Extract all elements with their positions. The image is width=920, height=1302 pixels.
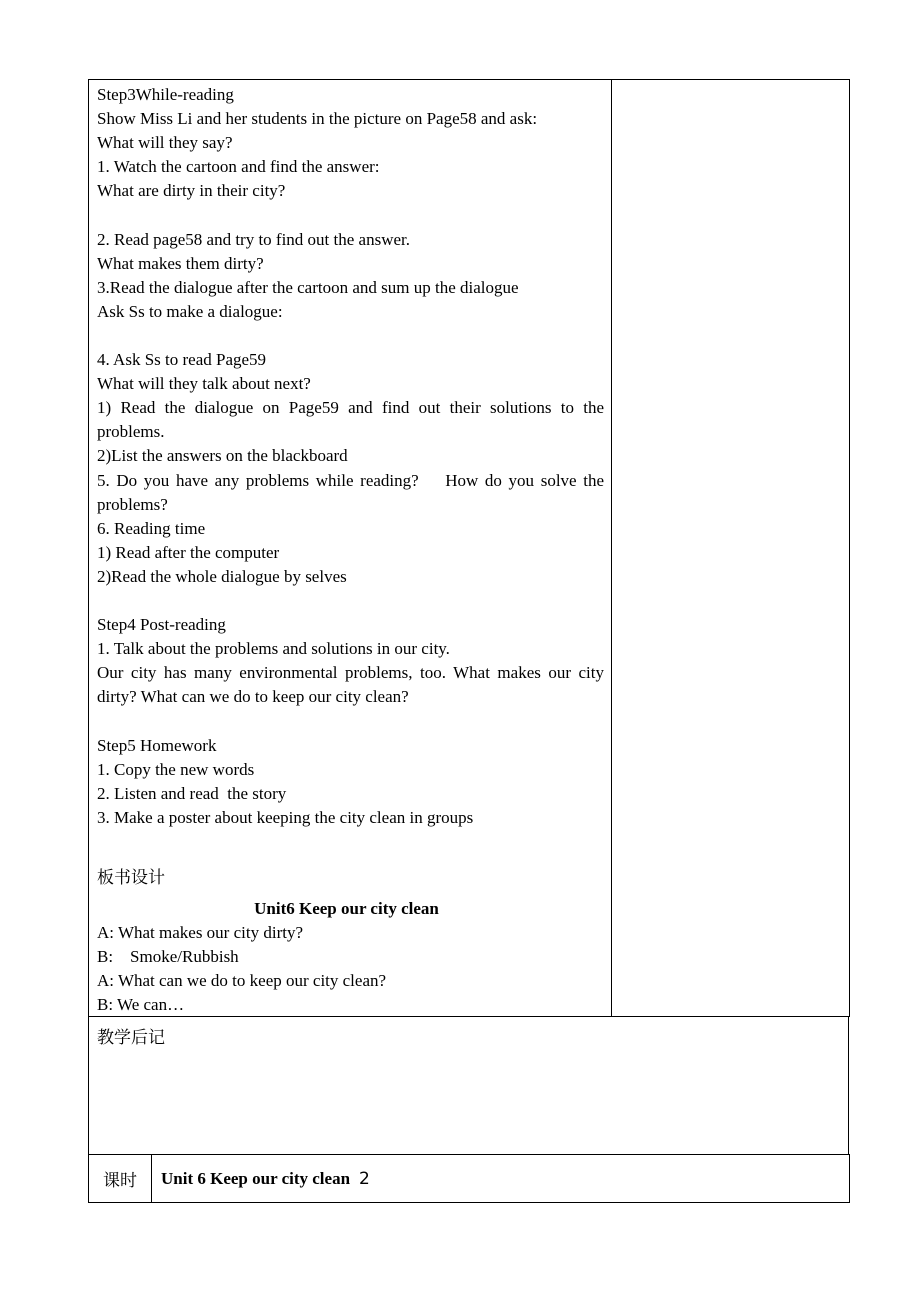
period-title-cell	[151, 1154, 850, 1203]
homework-item: 2. Listen and read the story	[97, 783, 287, 803]
step4-text: 4. Ask Ss to read Page59	[97, 350, 267, 370]
step1-question: What are dirty in their city?	[97, 181, 286, 201]
blank-line	[97, 709, 604, 733]
board-line: B: Smoke/Rubbish	[97, 947, 239, 967]
step5-text: 5. Do you have any problems while reading? How do you solve the problems?	[97, 470, 609, 514]
board-line: A: What can we do to keep our city clean?	[97, 971, 387, 991]
board-line: B: We can…	[97, 995, 185, 1015]
blank-line	[97, 589, 604, 613]
notes-column-cell	[611, 79, 850, 1017]
while-reading-heading: Step3While-reading	[97, 85, 234, 104]
period-number: 2	[359, 1168, 370, 1189]
board-line: A: What makes our city dirty?	[97, 923, 303, 943]
step2-question: What makes them dirty?	[97, 253, 264, 273]
spacer	[97, 854, 604, 866]
step6-sub-2: 2)Read the whole dialogue by selves	[97, 566, 347, 586]
teaching-notes-label: 教学后记	[97, 1028, 165, 1048]
period-label-cell	[88, 1154, 152, 1203]
blank-line	[97, 203, 604, 227]
blank-line	[97, 324, 604, 348]
post-reading-item-1: 1. Talk about the problems and solutions in our city.	[97, 639, 450, 659]
step4-sub-1: 1) Read the dialogue on Page59 and find out their solutions to the problems.	[97, 398, 604, 442]
teaching-notes-cell	[88, 1016, 849, 1155]
homework-heading: Step5 Homework	[97, 735, 217, 755]
while-reading-intro-1: Show Miss Li and her students in the picture on Page58 and ask:	[97, 109, 538, 129]
while-reading-intro-2: What will they say?	[97, 133, 233, 153]
spacer	[97, 890, 604, 897]
homework-item: 1. Copy the new words	[97, 759, 255, 779]
post-reading-heading: Step4 Post-reading	[97, 615, 226, 635]
board-title: Unit6 Keep our city clean	[254, 899, 439, 919]
step2-text: 2. Read page58 and try to find out the answer.	[97, 229, 411, 249]
period-title: Unit 6 Keep our city clean	[161, 1168, 351, 1188]
step3-dialogue-task: Ask Ss to make a dialogue:	[97, 301, 283, 321]
homework-item: 3. Make a poster about keeping the city clean in groups	[97, 807, 474, 827]
blank-line	[97, 830, 604, 854]
step6-text: 6. Reading time	[97, 518, 206, 538]
period-label: 课时	[103, 1171, 137, 1191]
board-design-label: 板书设计	[97, 868, 165, 888]
lesson-plan-cell	[88, 79, 612, 1017]
post-reading-paragraph: Our city has many environmental problems, too. What makes our city dirty? What can we do to keep our city clean?	[97, 663, 604, 707]
step6-sub-1: 1) Read after the computer	[97, 542, 280, 562]
step1-text: 1. Watch the cartoon and find the answer:	[97, 157, 380, 177]
step4-sub-2: 2)List the answers on the blackboard	[97, 446, 348, 466]
step3-text: 3.Read the dialogue after the cartoon and sum up the dialogue	[97, 277, 519, 297]
step4-question: What will they talk about next?	[97, 374, 311, 394]
